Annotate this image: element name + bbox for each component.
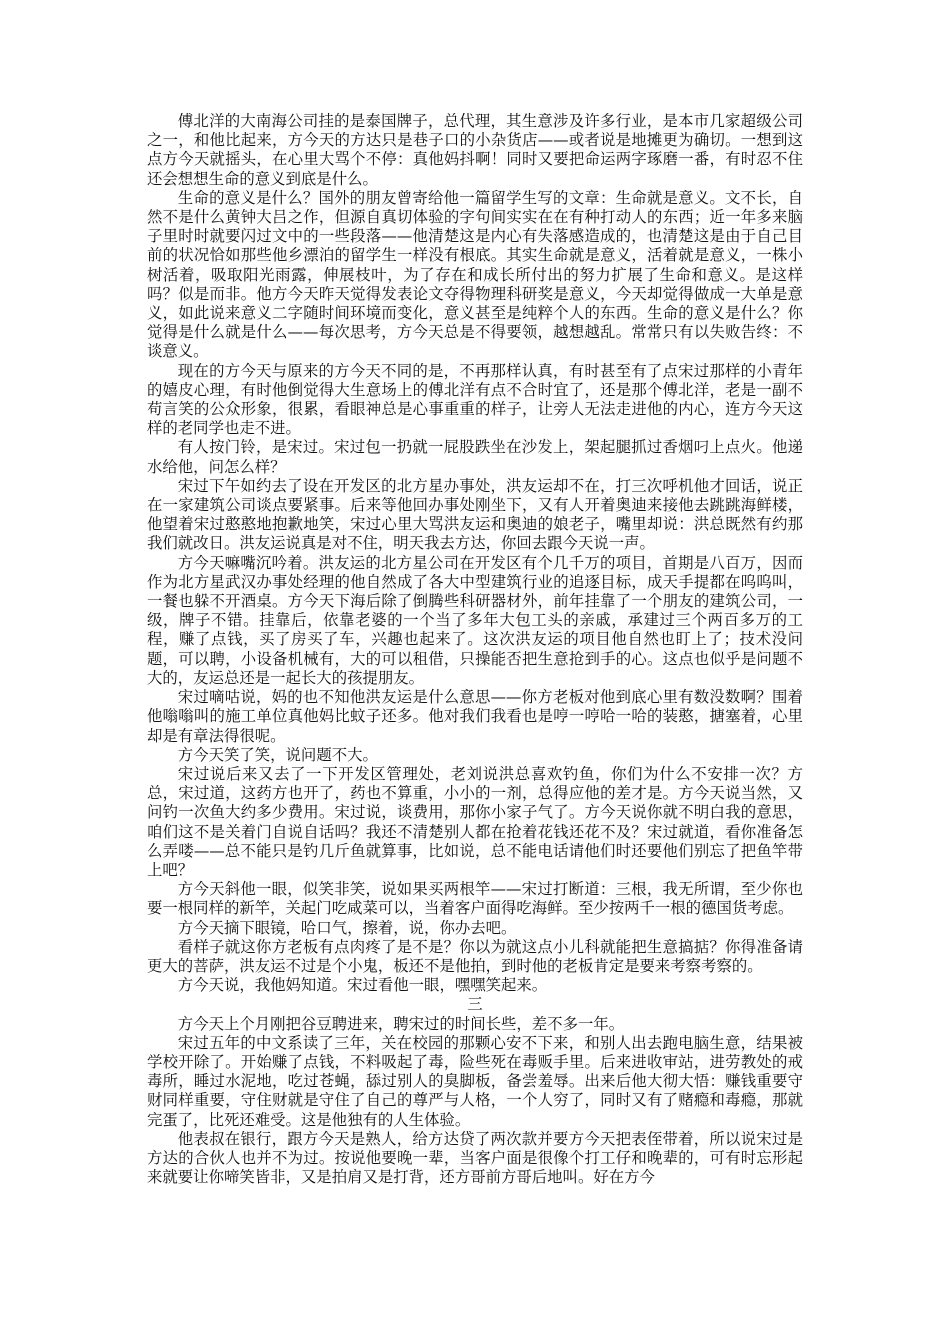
paragraph: 看样子就这你方老板有点肉疼了是不是？你以为就这点小儿科就能把生意搞掂？你得准备请更大的菩萨，洪友运不过是个小鬼，板还不是他拍，到时他的老板肯定是要来考察考察的。 xyxy=(147,937,803,975)
paragraph: 方今天摘下眼镜，哈口气，擦着，说，你办去吧。 xyxy=(177,918,517,937)
paragraph: 方今天说，我他妈知道。宋过看他一眼，嘿嘿笑起来。 xyxy=(177,976,548,995)
paragraph: 有人按门铃，是宋过。宋过包一扔就一屁股跌坐在沙发上，架起腿抓过香烟叼上点火。他递水给他，问怎么样？ xyxy=(147,438,803,476)
document-page xyxy=(147,112,803,1187)
paragraph: 现在的方今天与原来的方今天不同的是，不再那样认真，有时甚至有了点宋过那样的小青年的嬉皮心理，有时他倒觉得大生意场上的傅北洋有点不合时宜了，还是那个傅北洋，老是一副不苟言笑的公众形象，很累，看眼神总是心事重重的样子，让旁人无法走进他的内心，连方今天这样的老同学也走不进。 xyxy=(147,361,803,438)
paragraph: 方今天笑了笑，说问题不大。 xyxy=(177,745,378,764)
paragraph: 他表叔在银行，跟方今天是熟人，给方达贷了两次款并要方今天把表侄带着，所以说宋过是方达的合伙人也并不为过。按说他要晚一辈，当客户面是很像个打工仔和晚辈的，可有时忘形起来就要让你啼笑皆非，又是拍肩又是打背，还方哥前方哥后地叫。好在方今 xyxy=(147,1129,803,1187)
paragraph: 宋过说后来又去了一下开发区管理处，老刘说洪总喜欢钓鱼，你们为什么不安排一次？方总，宋过道，这药方也开了，药也不算重，小小的一剂，总得应他的差才是。方今天说当然，又问钓一次鱼大约多少费用。宋过说，谈费用，那你小家子气了。方今天说你就不明白我的意思，咱们这不是关着门自说自话吗？我还不清楚别人都在抢着花钱还花不及？宋过就道，看你准备怎么弄喽——总不能只是钓几斤鱼就算事，比如说，总不能电话请他们时还要他们别忘了把鱼竿带上吧？ xyxy=(147,764,803,879)
paragraph: 宋过五年的中文系读了三年，关在校园的那颗心安不下来，和别人出去跑电脑生意，结果被学校开除了。开始赚了点钱，不料吸起了毒，险些死在毒贩手里。后来进收审站，进劳教处的戒毒所，睡过水泥地，吃过苍蝇，舔过别人的臭脚板，备尝羞辱。出来后他大彻大悟：赚钱重要守财同样重要，守住财就是守住了自己的尊严与人格，一个人穷了，同时又有了赌瘾和毒瘾，那就完蛋了，比死还难受。这是他独有的人生体验。 xyxy=(147,1033,803,1129)
paragraph: 方今天上个月刚把谷豆聘进来，聘宋过的时间长些，差不多一年。 xyxy=(177,1014,625,1033)
paragraph: 方今天斜他一眼，似笑非笑，说如果买两根竿——宋过打断道：三根，我无所谓，至少你也要一根同样的新竿，关起门吃咸菜可以，当着客户面得吃海鲜。至少按两千一根的德国货考虑。 xyxy=(147,880,803,918)
paragraph: 生命的意义是什么？国外的朋友曾寄给他一篇留学生写的文章：生命就是意义。文不长，自然不是什么黄钟大吕之作，但源自真切体验的字句间实实在在有种打动人的东西；近一年多来脑子里时时就要闪过文中的一些段落——他清楚这是内心有失落感造成的，也清楚这是由于自己目前的状况恰如那些他乡漂泊的留学生一样没有根底。其实生命就是意义，活着就是意义，一株小树活着，吸取阳光雨露，伸展枝叶，为了存在和成长所付出的努力扩展了生命和意义。是这样吗？似是而非。他方今天昨天觉得发表论文夺得物理科研奖是意义，今天却觉得做成一大单是意义，如此说来意义二字随时间环境而变化，意义甚至是纯粹个人的东西。生命的意义是什么？你觉得是什么就是什么——每次思考，方今天总是不得要领，越想越乱。常常只有以失败告终：不谈意义。 xyxy=(147,188,803,361)
paragraph: 傅北洋的大南海公司挂的是泰国牌子，总代理，其生意涉及许多行业，是本市几家超级公司之一，和他比起来，方今天的方达只是巷子口的小杂货店——或者说是地摊更为确切。一想到这点方今天就摇头，在心里大骂个不停：真他妈抖啊！同时又要把命运两字琢磨一番，有时忍不住还会想想生命的意义到底是什么。 xyxy=(147,112,803,188)
paragraph: 宋过下午如约去了设在开发区的北方星办事处，洪友运却不在，打三次呼机他才回话，说正在一家建筑公司谈点要紧事。后来等他回办事处刚坐下，又有人开着奥迪来接他去跳跳海鲜楼，他望着宋过憨憨地抱歉地笑，宋过心里大骂洪友运和奥迪的娘老子，嘴里却说：洪总既然有约那我们就改日。洪友运说真是对不住，明天我去方达，你回去跟今天说一声。 xyxy=(147,476,803,553)
paragraph: 方今天嘛嘴沉吟着。洪友运的北方星公司在开发区有个几千万的项目，首期是八百万，因而作为北方星武汉办事处经理的他自然成了各大中型建筑行业的追逐目标，成天手提都在呜呜叫，一餐也躲不开酒桌。方今天下海后除了倒腾些科研器材外，前年挂靠了一个朋友的建筑公司，一级，牌子不错。挂靠后，依靠老婆的一个当了多年大包工头的亲戚，承建过三个两百多万的工程，赚了点钱，买了房买了车，兴趣也起来了。这次洪友运的项目他自然也盯上了；技术没问题，可以聘，小设备机械有，大的可以租借，只操能否把生意抢到手的心。这点也似乎是问题不大的，友运总还是一起长大的孩提朋友。 xyxy=(147,553,803,687)
paragraph: 宋过嘀咕说，妈的也不知他洪友运是什么意思——你方老板对他到底心里有数没数啊？围着他嗡嗡叫的施工单位真他妈比蚊子还多。他对我们我看也是哼一哼哈一哈的装憨，搪塞着，心里却是有章法得很呢。 xyxy=(147,688,803,745)
section-heading: 三 xyxy=(467,995,483,1014)
